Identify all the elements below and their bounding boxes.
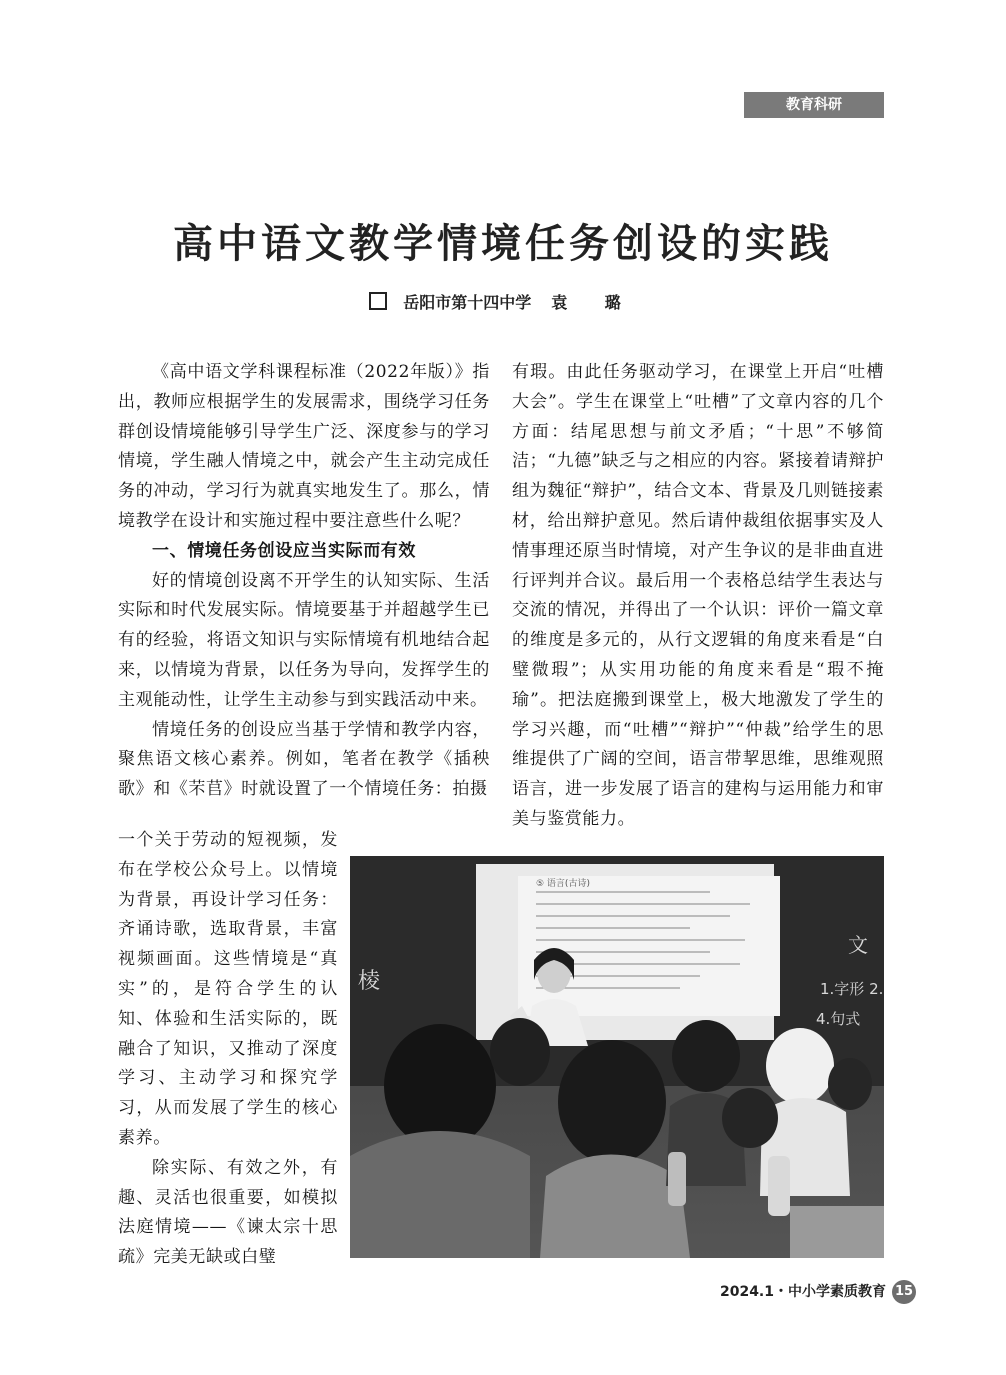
paragraph: 情境任务的创设应当基于学情和教学内容，聚焦语文核心素养。例如，笔者在教学《插秧歌》和《芣苢》时就设置了一个情境任务：拍摄 bbox=[118, 719, 490, 800]
byline bbox=[0, 290, 1006, 313]
page-footer bbox=[700, 1278, 916, 1306]
narrow-column bbox=[118, 826, 338, 1273]
paragraph: 《高中语文学科课程标准（2022年版）》指出，教师应根据学生的发展需求，围绕学习任务群创设情境能够引导学生广泛、深度参与的学习情境，学生融人情境之中，就会产生主动完成任务的冲动，学习行为就真实地发生了。那么，情境教学在设计和实施过程中要注意些什么呢？ bbox=[118, 362, 490, 531]
paragraph: 有瑕。由此任务驱动学习，在课堂上开启“吐槽大会”。学生在课堂上“吐槽”了文章内容的几个方面：结尾思想与前文矛盾；“十思”不够简洁；“九德”缺乏与之相应的内容。紧接着请辩护组为魏征“辩护”，结合文本、背景及几则链接素材，给出辩护意见。然后请仲裁组依据事实及人情事理还原当时情境，对产生争议的是非曲直进行评判并合议。最后用一个表格总结学生表达与交流的情况，并得出了一个认识：评价一篇文章的维度是多元的，从行文逻辑的角度来看是“白璧微瑕”；从实用功能的角度来看是“瑕不掩瑜”。把法庭搬到课堂上，极大地激发了学生的学习兴趣，而“吐槽”“辩护”“仲裁”给学生的思维提供了广阔的空间，语言带挈思维，思维观照语言，进一步发展了语言的建构与运用能力和审美与鉴赏能力。 bbox=[512, 362, 884, 829]
article-title: 高中语文教学情境任务创设的实践 bbox=[173, 221, 833, 267]
paragraph: 一个关于劳动的短视频，发布在学校公众号上。以情境为背景，再设计学习任务：齐诵诗歌，选取背景，丰富视频画面。这些情境是“真实”的，是符合学生的认知、体验和生活实际的，既融合了知识，又推动了深度学习、主动学习和探究学习，从而发展了学生的核心素养。 bbox=[118, 830, 338, 1148]
classroom-photo-illustration bbox=[350, 856, 884, 1258]
byline-box-icon bbox=[369, 292, 387, 310]
paragraph: 好的情境创设离不开学生的认知实际、生活实际和时代发展实际。情境要基于并超越学生已有的经验，将语文知识与实际情境有机地结合起来，以情境为背景，以任务为导向，发挥学生的主观能动性，让学生主动参与到实践活动中来。 bbox=[118, 570, 490, 710]
byline-school: 岳阳市第十四中学 bbox=[403, 293, 532, 312]
screen-text: ⑤ 语言(古诗) bbox=[536, 879, 590, 889]
byline-author: 袁 璐 bbox=[551, 293, 637, 312]
students bbox=[350, 1018, 884, 1258]
board-writing-left: 棱 bbox=[358, 969, 381, 994]
section-heading: 一、情境任务创设应当实际而有效 bbox=[152, 540, 416, 561]
section-tag: 教育科研 bbox=[744, 92, 884, 118]
board-writing-right: 文 bbox=[848, 933, 868, 957]
classroom-photo bbox=[350, 856, 884, 1258]
paragraph: 除实际、有效之外，有趣、灵活也很重要，如模拟法庭情境——《谏太宗十思疏》完美无缺或白璧 bbox=[118, 1157, 338, 1268]
issue-label: 2024.1・中小学素质教育 bbox=[719, 1284, 886, 1300]
board-writing-list: 4.句式 bbox=[816, 1010, 861, 1028]
page-number: 15 bbox=[892, 1280, 916, 1304]
left-column bbox=[118, 358, 490, 805]
right-column bbox=[512, 358, 884, 835]
board-writing-list: 1.字形 2. bbox=[820, 980, 884, 998]
